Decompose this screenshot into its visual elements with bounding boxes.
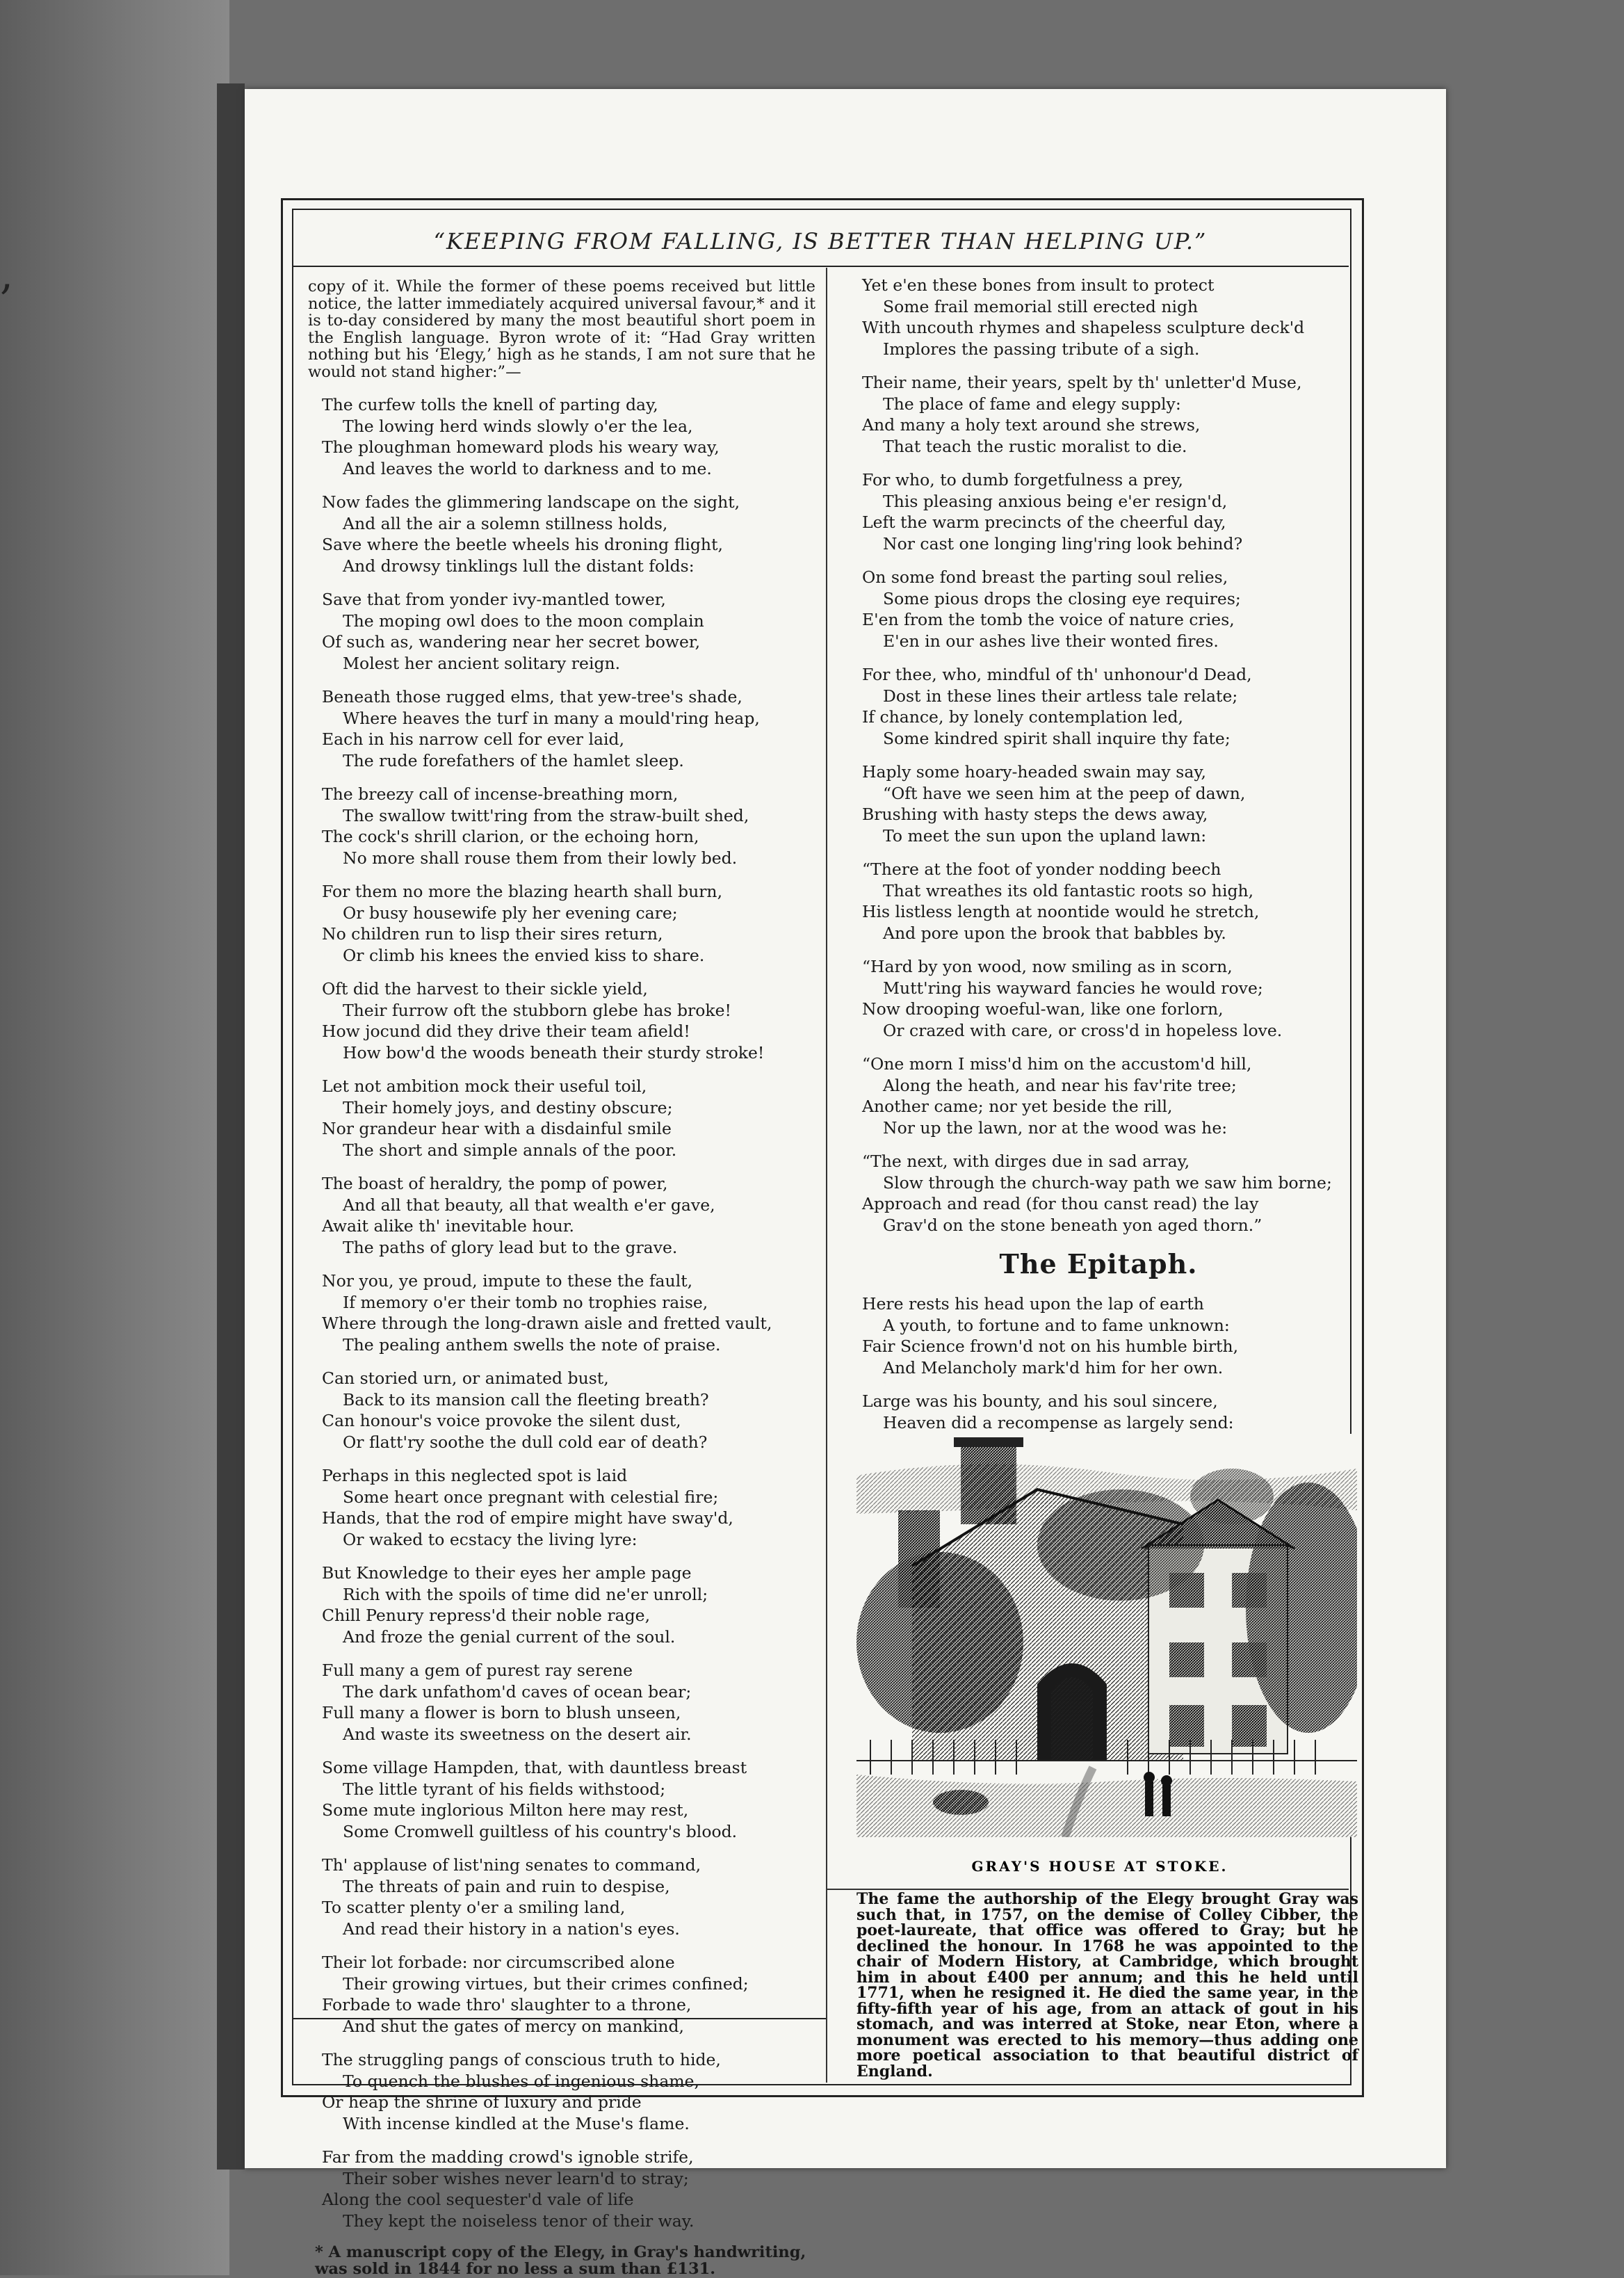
stanza (322, 1076, 815, 1161)
verse-line: To scatter plenty o'er a smiling land, (322, 1898, 626, 1917)
verse-line: Nor cast one longing ling'ring look behind? (883, 533, 1243, 554)
verse-line: The paths of glory lead but to the grave. (343, 1237, 678, 1257)
verse-line: How bow'd the woods beneath their sturdy stroke! (343, 1042, 765, 1063)
verse-line: Molest her ancient solitary reign. (343, 653, 621, 673)
left-column (308, 278, 815, 2277)
elegy-stanzas-right (855, 275, 1342, 1236)
verse-line: Or flatt'ry soothe the dull cold ear of death? (343, 1432, 708, 1452)
verse-line: And Melancholy mark'd him for her own. (883, 1357, 1224, 1378)
verse-line: And all the air a solemn stillness holds, (343, 513, 668, 533)
verse-line: Rich with the spoils of time did ne'er unroll; (343, 1584, 708, 1604)
verse-line: Fair Science frown'd not on his humble birth, (862, 1336, 1239, 1356)
stanza (322, 1465, 815, 1550)
verse-line: Await alike th' inevitable hour. (322, 1216, 574, 1236)
background-fragment: , (0, 250, 14, 299)
verse-line: Or crazed with care, or cross'd in hopeless love. (883, 1020, 1283, 1040)
verse-line: Save that from yonder ivy-mantled tower, (322, 590, 666, 609)
verse-line: Let not ambition mock their useful toil, (322, 1076, 647, 1096)
verse-line: Perhaps in this neglected spot is laid (322, 1466, 628, 1485)
verse-line: For thee, who, mindful of th' unhonour'd Dead, (862, 665, 1252, 684)
verse-line: Some Cromwell guiltless of his country's blood. (343, 1821, 738, 1841)
verse-line: Where through the long-drawn aisle and fretted vault, (322, 1314, 772, 1333)
verse-line: Some pious drops the closing eye requires; (883, 588, 1241, 608)
verse-line: Now fades the glimmering landscape on the sight, (322, 492, 740, 512)
verse-line: Mutt'ring his wayward fancies he would rove; (883, 978, 1263, 998)
stanza (862, 372, 1342, 457)
verse-line: But Knowledge to their eyes her ample page (322, 1563, 692, 1583)
stanza (862, 1151, 1342, 1236)
stanza (862, 956, 1342, 1041)
verse-line: This pleasing anxious being e'er resign'd, (883, 491, 1228, 511)
verse-line: And all that beauty, all that wealth e'er gave, (343, 1195, 715, 1215)
verse-line: With incense kindled at the Muse's flame. (343, 2113, 690, 2133)
verse-line: Full many a flower is born to blush unseen, (322, 1703, 681, 1722)
verse-line: “One morn I miss'd him on the accustom'd hill, (862, 1054, 1252, 1074)
stanza (322, 686, 815, 771)
verse-line: Save where the beetle wheels his droning flight, (322, 535, 723, 554)
closing-paragraph: The fame the authorship of the Elegy brought Gray was such that, in 1757, on the demise of Colley Cibber, the poet-laureate, that office was offered to Gray; but he declined the honour. In 1768 he was appointed to the chair of Modern History, at Cambridge, which brought him in about £400 per annum; and this he held until 1771, when he resigned it. He died the same year, in the fifty-fifth year of his age, from an attack of gout in his stomach, and was interred at Stoke, near Eton, where a monument was erected to his memory—thus adding one more poetical association to that beautiful district of England. (856, 1890, 1358, 2081)
verse-line: Their sober wishes never learn'd to stray; (343, 2168, 689, 2188)
verse-line: Heaven did a recompense as largely send: (883, 1412, 1234, 1432)
stanza (322, 784, 815, 869)
verse-line: Nor you, ye proud, impute to these the fault, (322, 1271, 693, 1291)
elegy-stanzas-left (308, 394, 815, 2231)
verse-line: Can honour's voice provoke the silent dust, (322, 1411, 681, 1430)
verse-line: Slow through the church-way path we saw him borne; (883, 1172, 1332, 1193)
verse-line: Nor grandeur hear with a disdainful smile (322, 1119, 672, 1138)
stanza (322, 1952, 815, 2037)
verse-line: The rude forefathers of the hamlet sleep. (343, 750, 684, 770)
verse-line: The breezy call of incense-breathing morn, (322, 784, 679, 804)
verse-line: The threats of pain and ruin to despise, (343, 1876, 670, 1896)
verse-line: And waste its sweetness on the desert air. (343, 1724, 692, 1744)
stanza (862, 859, 1342, 944)
verse-line: And leaves the world to darkness and to me. (343, 458, 712, 478)
verse-line: Some village Hampden, that, with dauntless breast (322, 1758, 747, 1777)
verse-line: The pealing anthem swells the note of praise. (343, 1334, 721, 1355)
stanza (322, 1855, 815, 1939)
grays-house-engraving (856, 1434, 1357, 1837)
verse-line: “Hard by yon wood, now smiling as in scorn, (862, 957, 1233, 976)
verse-line: Th' applause of list'ning senates to command, (322, 1855, 701, 1875)
verse-line: Where heaves the turf in many a mould'ring heap, (343, 708, 760, 728)
stanza (322, 492, 815, 576)
verse-line: Or busy housewife ply her evening care; (343, 903, 678, 923)
verse-line: Nor up the lawn, nor at the wood was he: (883, 1117, 1228, 1138)
verse-line: E'en in our ashes live their wonted fires. (883, 631, 1219, 651)
stanza (322, 1270, 815, 1355)
verse-line: Or climb his knees the envied kiss to share. (343, 945, 705, 965)
column-divider (826, 268, 827, 2083)
verse-line: With uncouth rhymes and shapeless sculpture deck'd (862, 318, 1305, 337)
verse-line: “There at the foot of yonder nodding beech (862, 859, 1221, 879)
verse-line: Chill Penury repress'd their noble rage, (322, 1606, 651, 1625)
verse-line: For them no more the blazing hearth shall burn, (322, 882, 723, 901)
verse-line: Dost in these lines their artless tale relate; (883, 686, 1238, 706)
verse-line: And froze the genial current of the soul. (343, 1626, 676, 1647)
stanza (322, 1757, 815, 1842)
verse-line: And many a holy text around she strews, (862, 415, 1201, 435)
verse-line: On some fond breast the parting soul relies, (862, 567, 1228, 587)
stanza (862, 664, 1342, 749)
stanza (862, 1293, 1342, 1378)
verse-line: The swallow twitt'ring from the straw-built shed, (343, 805, 749, 825)
verse-line: Yet e'en these bones from insult to protect (862, 275, 1215, 295)
verse-line: Left the warm precincts of the cheerful day, (862, 512, 1226, 532)
verse-line: The cock's shrill clarion, or the echoing horn, (322, 827, 699, 846)
stanza (322, 881, 815, 966)
right-column (855, 275, 1342, 1585)
verse-line: If chance, by lonely contemplation led, (862, 707, 1183, 727)
verse-line: And read their history in a nation's eyes. (343, 1918, 680, 1939)
verse-line: Their homely joys, and destiny obscure; (343, 1097, 673, 1117)
verse-line: They kept the noiseless tenor of their way. (343, 2211, 695, 2231)
verse-line: Full many a gem of purest ray serene (322, 1661, 633, 1680)
epitaph-heading: The Epitaph. (999, 1248, 1198, 1279)
verse-line: Large was his bounty, and his soul sincere, (862, 1391, 1218, 1411)
verse-line: Implores the passing tribute of a sigh. (883, 339, 1200, 359)
verse-line: If memory o'er their tomb no trophies raise, (343, 1292, 708, 1312)
verse-line: The little tyrant of his fields withstood; (343, 1779, 666, 1799)
verse-line: And shut the gates of mercy on mankind, (343, 2016, 684, 2036)
verse-line: Hands, that the rod of empire might have sway'd, (322, 1508, 733, 1528)
verse-line: The struggling pangs of conscious truth to hide, (322, 2050, 721, 2069)
verse-line: The place of fame and elegy supply: (883, 394, 1181, 414)
page-edge-shadow (217, 83, 245, 2170)
verse-line: And drowsy tinklings lull the distant folds: (343, 556, 695, 576)
verse-line: Along the cool sequester'd vale of life (322, 2190, 634, 2209)
stanza (322, 1368, 815, 1453)
verse-line: Or waked to ecstacy the living lyre: (343, 1529, 638, 1549)
verse-line: The moping owl does to the moon complain (343, 611, 704, 631)
verse-line: Here rests his head upon the lap of earth (862, 1294, 1204, 1314)
stanza (862, 567, 1342, 652)
intro-paragraph: copy of it. While the former of these poems received but little notice, the latter immediately acquired universal favour,* and it is to-day considered by many the most beautiful short poem in the English language. Byron wrote of it: “Had Gray written nothing but his ‘Elegy,’ high as he stands, I am not sure that he would not stand higher:”— (308, 277, 815, 381)
verse-line: Now drooping woeful-wan, like one forlorn, (862, 999, 1224, 1019)
background-left-page (0, 0, 229, 2275)
stanza (862, 469, 1342, 554)
verse-line: Forbade to wade thro' slaughter to a throne, (322, 1995, 692, 2014)
stanza (322, 1660, 815, 1745)
verse-line: E'en from the tomb the voice of nature cries, (862, 610, 1235, 629)
verse-line: To meet the sun upon the upland lawn: (883, 825, 1207, 846)
stanza (322, 394, 815, 479)
stanza (322, 2049, 815, 2134)
verse-line: No more shall rouse them from their lowly bed. (343, 848, 738, 868)
verse-line: Beneath those rugged elms, that yew-tree's shade, (322, 687, 742, 706)
verse-line: Haply some hoary-headed swain may say, (862, 762, 1206, 782)
verse-line: The boast of heraldry, the pomp of power, (322, 1174, 668, 1193)
verse-line: The short and simple annals of the poor. (343, 1140, 677, 1160)
verse-line: That wreathes its old fantastic roots so high, (883, 880, 1254, 900)
verse-line: How jocund did they drive their team afield! (322, 1021, 690, 1041)
verse-line: Their growing virtues, but their crimes confined; (343, 1973, 749, 1994)
verse-line: Of such as, wandering near her secret bower, (322, 632, 701, 652)
verse-line: Can storied urn, or animated bust, (322, 1368, 609, 1388)
verse-line: The ploughman homeward plods his weary way, (322, 437, 720, 457)
stanza (862, 275, 1342, 360)
footnote-rule (292, 2018, 826, 2019)
stanza (322, 978, 815, 1063)
verse-line: Some mute inglorious Milton here may rest, (322, 1800, 689, 1820)
verse-line: No children run to lisp their sires return, (322, 924, 663, 944)
verse-line: Their furrow oft the stubborn glebe has broke! (343, 1000, 731, 1020)
page-motto: “KEEPING FROM FALLING, IS BETTER THAN HELPING UP.” (433, 228, 1208, 255)
verse-line: Some heart once pregnant with celestial fire; (343, 1487, 719, 1507)
stanza (862, 1053, 1342, 1138)
footnote: * A manuscript copy of the Elegy, in Gray's handwriting, was sold in 1844 for no less a sum than £131. (315, 2243, 806, 2278)
verse-line: Far from the madding crowd's ignoble strife, (322, 2147, 694, 2167)
image-caption: GRAY'S HOUSE AT STOKE. (971, 1858, 1228, 1875)
verse-line: Back to its mansion call the fleeting breath? (343, 1389, 709, 1409)
verse-line: To quench the blushes of ingenious shame, (343, 2071, 699, 2091)
verse-line: Some frail memorial still erected nigh (883, 296, 1199, 316)
verse-line: Their name, their years, spelt by th' unletter'd Muse, (862, 373, 1302, 392)
verse-line: The curfew tolls the knell of parting day, (322, 395, 658, 414)
verse-line: That teach the rustic moralist to die. (883, 436, 1187, 456)
verse-line: For who, to dumb forgetfulness a prey, (862, 470, 1183, 490)
verse-line: And pore upon the brook that babbles by. (883, 923, 1226, 943)
verse-line: Along the heath, and near his fav'rite tree; (883, 1075, 1237, 1095)
stanza (322, 1562, 815, 1647)
verse-line: Brushing with hasty steps the dews away, (862, 805, 1208, 824)
verse-line: The dark unfathom'd caves of ocean bear; (343, 1681, 692, 1702)
motto-rule (292, 266, 1349, 267)
verse-line: Approach and read (for thou canst read) the lay (862, 1194, 1259, 1213)
verse-line: Another came; nor yet beside the rill, (862, 1097, 1173, 1116)
verse-line: Or heap the shrine of luxury and pride (322, 2092, 642, 2112)
verse-line: The lowing herd winds slowly o'er the lea, (343, 416, 693, 436)
verse-line: Grav'd on the stone beneath yon aged thorn.” (883, 1215, 1262, 1235)
stanza (862, 761, 1342, 846)
verse-line: Oft did the harvest to their sickle yield, (322, 979, 648, 999)
verse-line: “Oft have we seen him at the peep of dawn, (883, 783, 1246, 803)
verse-line: “The next, with dirges due in sad array, (862, 1152, 1190, 1171)
stanza (322, 2147, 815, 2231)
verse-line: Some kindred spirit shall inquire thy fate; (883, 728, 1231, 748)
stanza (322, 1173, 815, 1258)
verse-line: His listless length at noontide would he stretch, (862, 902, 1260, 921)
verse-line: Each in his narrow cell for ever laid, (322, 729, 625, 749)
verse-line: Their lot forbade: nor circumscribed alone (322, 1953, 675, 1972)
stanza (322, 589, 815, 674)
verse-line: A youth, to fortune and to fame unknown: (883, 1315, 1230, 1335)
